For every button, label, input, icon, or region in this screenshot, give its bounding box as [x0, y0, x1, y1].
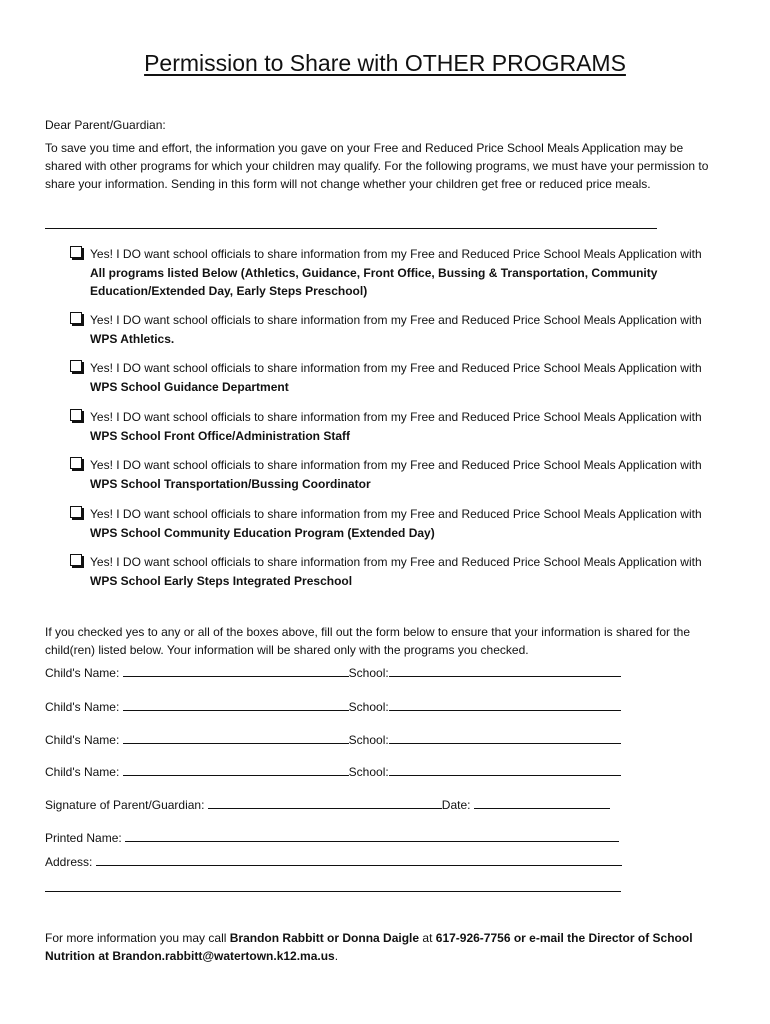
checkbox[interactable] [70, 409, 82, 421]
checkbox[interactable] [70, 246, 82, 258]
option-prefix: Yes! I [90, 555, 123, 569]
address-row [45, 854, 622, 870]
program-name: All programs listed Below (Athletics, Guidance, Front Office, Bussing & Transportation, Community Education/Extended Day, Early Steps Preschool) [90, 265, 658, 298]
program-name: WPS School Guidance Department [90, 379, 289, 394]
option-prefix: Yes! I [90, 410, 123, 424]
child-row [45, 764, 621, 780]
date-label: Date: [441, 798, 471, 812]
option-do: DO [122, 247, 141, 261]
child-row [45, 732, 621, 748]
footer-lead: For more information you may call [45, 931, 230, 945]
intro-paragraph: To save you time and effort, the information you gave on your Free and Reduced Price School Meals Application may be shared with other programs for which your children may qualify. For the following programs, we must have your permission to share your information. Sending in this form will not change whether your children get free or reduced price meals. [45, 141, 709, 191]
option-suffix: want school officials to share information from my Free and Reduced Price School Meals Application with [140, 458, 702, 472]
checkbox[interactable] [70, 312, 82, 324]
checkbox[interactable] [70, 457, 82, 469]
school-field[interactable] [389, 699, 621, 711]
address-row-2 [45, 880, 621, 896]
school-label: School: [348, 733, 389, 747]
program-name: WPS School Front Office/Administration Staff [90, 428, 351, 443]
program-name: WPS School Early Steps Integrated Preschool [90, 573, 353, 588]
footer-end: . [334, 949, 339, 963]
option-do: DO [122, 313, 141, 327]
checkbox[interactable] [70, 554, 82, 566]
option-prefix: Yes! I [90, 313, 123, 327]
option-prefix: Yes! I [90, 361, 123, 375]
school-label: School: [348, 666, 389, 680]
instructions-paragraph: If you checked yes to any or all of the boxes above, fill out the form below to ensure that your information is shared for the child(ren) listed below. Your information will be shared only with the programs you checked. [45, 625, 691, 657]
printed-name-field[interactable] [125, 830, 619, 842]
option-suffix: want school officials to share information from my Free and Reduced Price School Meals Application with [140, 555, 702, 569]
option-suffix: want school officials to share information from my Free and Reduced Price School Meals Application with [140, 313, 702, 327]
option-do: DO [122, 410, 141, 424]
address-label: Address: [45, 855, 93, 869]
footer-note [45, 929, 725, 965]
option-suffix: want school officials to share information from my Free and Reduced Price School Meals Application with [140, 507, 702, 521]
option-suffix: want school officials to share information from my Free and Reduced Price School Meals Application with [140, 410, 702, 424]
permission-option [68, 408, 718, 445]
signature-field[interactable] [208, 797, 442, 809]
child-name-field[interactable] [123, 732, 349, 744]
permission-option [68, 505, 718, 542]
address-field-line-2[interactable] [45, 880, 621, 892]
option-prefix: Yes! I [90, 247, 123, 261]
program-name: WPS School Community Education Program (Extended Day) [90, 525, 435, 540]
divider [45, 228, 657, 229]
address-field[interactable] [96, 854, 622, 866]
option-suffix: want school officials to share information from my Free and Reduced Price School Meals Application with [140, 247, 702, 261]
option-do: DO [122, 361, 141, 375]
school-field[interactable] [389, 764, 621, 776]
footer-phone-email: 617-926-7756 or e-mail the Director of School Nutrition at Brandon.rabbitt@watertown.k12.ma.us [45, 931, 693, 963]
permission-option [68, 245, 718, 301]
permission-option-text [90, 505, 718, 542]
option-prefix: Yes! I [90, 507, 123, 521]
child-row [45, 699, 621, 715]
permission-option [68, 311, 718, 348]
permission-option-text [90, 456, 718, 493]
program-name: WPS Athletics. [90, 331, 175, 346]
child-name-label: Child's Name: [45, 666, 120, 680]
child-name-label: Child's Name: [45, 765, 120, 779]
permission-option-text [90, 311, 718, 348]
greeting: Dear Parent/Guardian: [45, 118, 166, 132]
page-title: Permission to Share with OTHER PROGRAMS [144, 50, 626, 76]
permission-option [68, 553, 718, 590]
signature-label: Signature of Parent/Guardian: [45, 798, 205, 812]
option-prefix: Yes! I [90, 458, 123, 472]
date-field[interactable] [474, 797, 610, 809]
child-name-label: Child's Name: [45, 733, 120, 747]
child-name-field[interactable] [123, 699, 349, 711]
permission-option-text [90, 553, 718, 590]
child-name-field[interactable] [123, 665, 349, 677]
school-label: School: [348, 765, 389, 779]
permission-option-text [90, 408, 718, 445]
permission-option-text [90, 359, 718, 396]
child-name-label: Child's Name: [45, 700, 120, 714]
program-name: WPS School Transportation/Bussing Coordinator [90, 476, 371, 491]
school-field[interactable] [389, 732, 621, 744]
permission-option [68, 456, 718, 493]
option-do: DO [122, 507, 141, 521]
footer-at: at [419, 931, 436, 945]
option-suffix: want school officials to share information from my Free and Reduced Price School Meals Application with [140, 361, 702, 375]
school-field[interactable] [389, 665, 621, 677]
option-do: DO [122, 458, 141, 472]
child-row [45, 665, 621, 681]
checkbox[interactable] [70, 506, 82, 518]
printed-name-row [45, 830, 619, 846]
checkbox[interactable] [70, 360, 82, 372]
signature-row [45, 797, 610, 813]
school-label: School: [348, 700, 389, 714]
permission-option-text [90, 245, 718, 301]
footer-contacts: Brandon Rabbitt or Donna Daigle [229, 931, 420, 945]
child-name-field[interactable] [123, 764, 349, 776]
printed-name-label: Printed Name: [45, 831, 122, 845]
option-do: DO [122, 555, 141, 569]
permission-option [68, 359, 718, 396]
